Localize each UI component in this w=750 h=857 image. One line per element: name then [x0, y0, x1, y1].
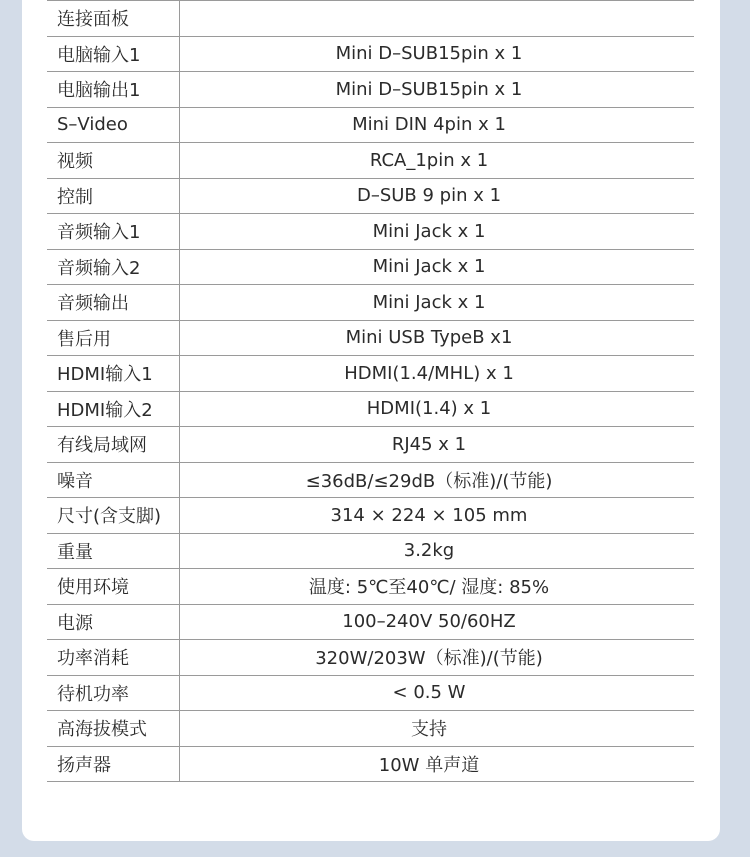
spec-value: 314 × 224 × 105 mm	[180, 498, 695, 534]
spec-label: 音频输出	[47, 285, 180, 321]
spec-label: 电源	[47, 604, 180, 640]
spec-label: 电脑输出1	[47, 72, 180, 108]
table-row	[47, 675, 694, 711]
table-row	[47, 107, 694, 143]
table-row	[47, 356, 694, 392]
spec-label: 尺寸(含支脚)	[47, 498, 180, 534]
spec-label: 高海拔模式	[47, 711, 180, 747]
spec-label: 连接面板	[47, 1, 180, 37]
table-row	[47, 711, 694, 747]
spec-value: 支持	[180, 711, 695, 747]
table-row	[47, 391, 694, 427]
spec-label: 音频输入2	[47, 249, 180, 285]
table-row	[47, 533, 694, 569]
spec-value: Mini Jack x 1	[180, 285, 695, 321]
table-row	[47, 498, 694, 534]
table-row	[47, 285, 694, 321]
spec-label: 功率消耗	[47, 640, 180, 676]
spec-value: Mini D–SUB15pin x 1	[180, 36, 695, 72]
table-row	[47, 143, 694, 179]
table-row	[47, 1, 694, 37]
spec-value: RCA_1pin x 1	[180, 143, 695, 179]
spec-value: D–SUB 9 pin x 1	[180, 178, 695, 214]
spec-value: < 0.5 W	[180, 675, 695, 711]
spec-table-body	[47, 1, 694, 782]
spec-label: 音频输入1	[47, 214, 180, 250]
spec-value: ≤36dB/≤29dB（标准)/(节能)	[180, 462, 695, 498]
spec-label: 待机功率	[47, 675, 180, 711]
spec-label: 使用环境	[47, 569, 180, 605]
table-row	[47, 604, 694, 640]
spec-label: 重量	[47, 533, 180, 569]
spec-label: 控制	[47, 178, 180, 214]
spec-value: 10W 单声道	[180, 746, 695, 782]
table-row	[47, 320, 694, 356]
spec-value: HDMI(1.4/MHL) x 1	[180, 356, 695, 392]
spec-value: 320W/203W（标准)/(节能)	[180, 640, 695, 676]
spec-table	[47, 0, 694, 782]
table-row	[47, 214, 694, 250]
spec-value: Mini USB TypeB x1	[180, 320, 695, 356]
table-row	[47, 569, 694, 605]
spec-label: 有线局域网	[47, 427, 180, 463]
spec-value: Mini D–SUB15pin x 1	[180, 72, 695, 108]
table-row	[47, 72, 694, 108]
table-row	[47, 178, 694, 214]
spec-label: S–Video	[47, 107, 180, 143]
spec-label: 噪音	[47, 462, 180, 498]
spec-value: Mini DIN 4pin x 1	[180, 107, 695, 143]
spec-label: HDMI输入2	[47, 391, 180, 427]
spec-label: 视频	[47, 143, 180, 179]
table-row	[47, 640, 694, 676]
table-row	[47, 427, 694, 463]
spec-value: 100–240V 50/60HZ	[180, 604, 695, 640]
spec-value	[180, 1, 695, 37]
table-row	[47, 746, 694, 782]
spec-label: 扬声器	[47, 746, 180, 782]
spec-label: HDMI输入1	[47, 356, 180, 392]
spec-value: Mini Jack x 1	[180, 249, 695, 285]
table-row	[47, 36, 694, 72]
spec-label: 电脑输入1	[47, 36, 180, 72]
table-row	[47, 249, 694, 285]
spec-value: RJ45 x 1	[180, 427, 695, 463]
spec-value: 3.2kg	[180, 533, 695, 569]
spec-value: HDMI(1.4) x 1	[180, 391, 695, 427]
spec-label: 售后用	[47, 320, 180, 356]
spec-value: 温度: 5℃至40℃/ 湿度: 85%	[180, 569, 695, 605]
table-row	[47, 462, 694, 498]
spec-value: Mini Jack x 1	[180, 214, 695, 250]
